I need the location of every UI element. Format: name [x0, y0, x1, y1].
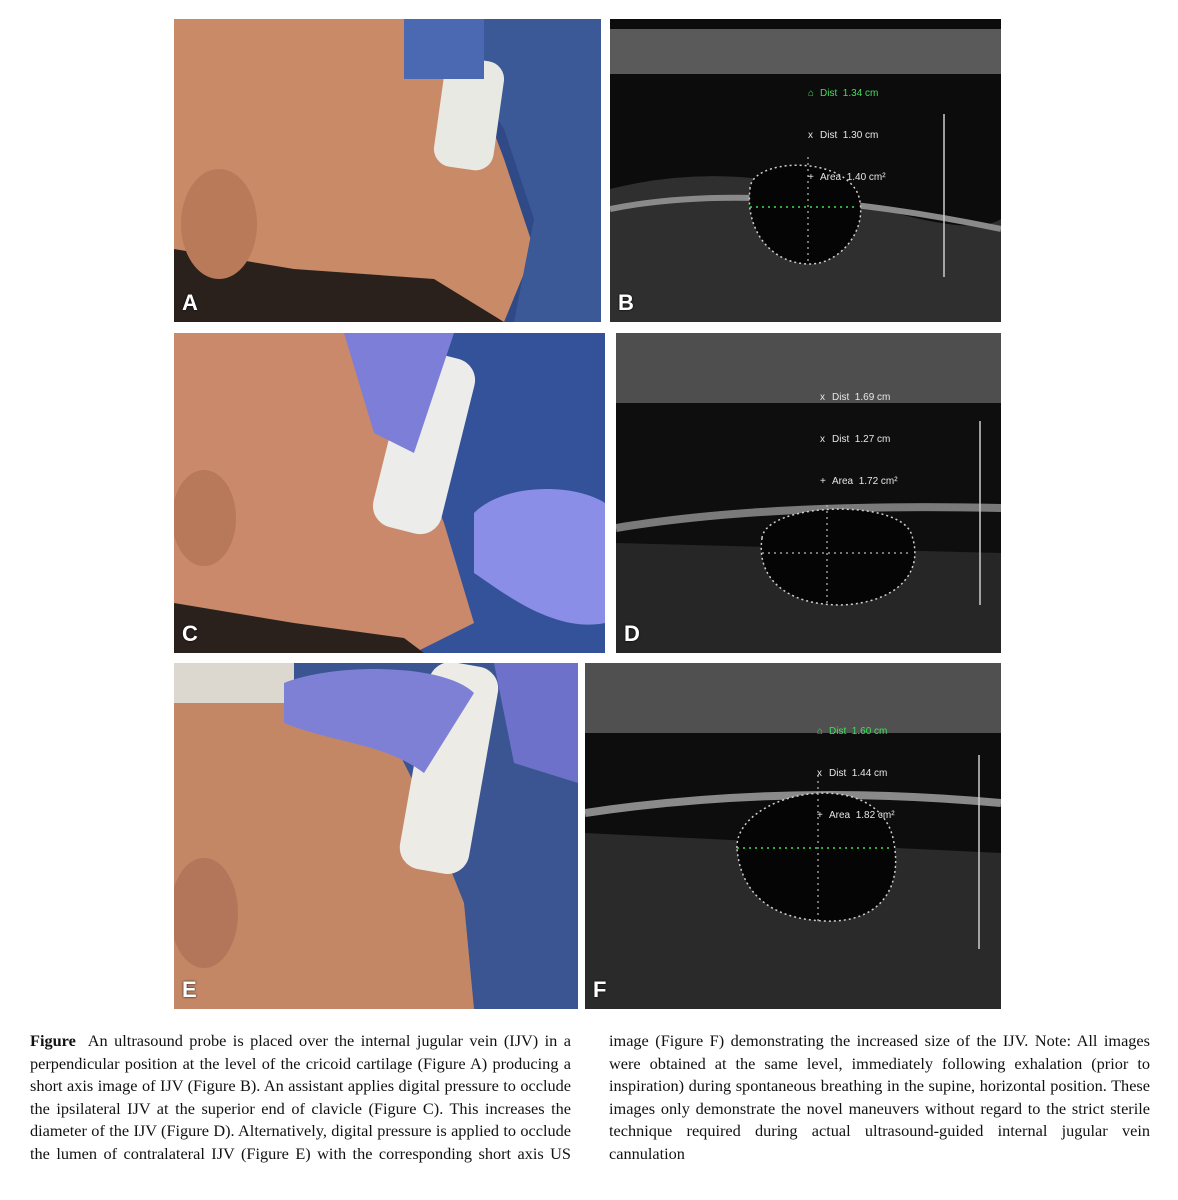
panel-c-photo [174, 333, 605, 653]
panel-letter: D [624, 621, 640, 646]
ultrasound-image-b [610, 19, 1001, 322]
caption-text: An ultrasound probe is placed over the internal jugular vein (IJV) in a perpendicular position at the level of the cricoid cartilage (Figure A) producing a short axis image of IJV (Figure B). An assistant applies digital pressure to occlude the ipsilateral IJV at the superior end of clavicle (Figure C). This increases the diameter of the IJV (Figure D). Alternatively, digital pressure is applied to occlude the lumen of contralateral IJV (Figure E) with the corresponding short axis US image (Figure F) demonstrating the increased size of the IJV. Note: All images were obtained at the same level, immediately following exhalation (prior to inspiration) during spontaneous breathing in the supine, horizontal position. These images only demonstrate the novel maneuvers without regard to the strict sterile technique required during actual ultrasound-guided internal jugular vein cannulation [30, 1031, 1150, 1163]
measurement-row: + Area 1.72 cm² [820, 476, 898, 487]
measurement-row: ⌂ Dist 1.60 cm [817, 726, 888, 737]
panel-letter: A [182, 290, 198, 315]
measurement-row: ⌂ Dist 1.34 cm [808, 88, 879, 99]
ultrasound-image-d [616, 333, 1001, 653]
neck-probe-photo-e [174, 663, 578, 1009]
caption-label: Figure [30, 1031, 76, 1050]
panel-a-photo [174, 19, 601, 322]
panel-f-ultrasound [585, 663, 1001, 1009]
figure-caption [30, 1030, 1150, 1166]
panel-letter: B [618, 290, 634, 315]
measurement-row: x Dist 1.69 cm [820, 392, 891, 403]
measurement-row: x Dist 1.44 cm [817, 768, 888, 779]
measurement-readout [820, 363, 898, 517]
panel-letter: C [182, 621, 198, 646]
measurement-readout [817, 697, 895, 851]
measurement-readout [808, 59, 886, 213]
panel-b-ultrasound [610, 19, 1001, 322]
measurement-row: x Dist 1.30 cm [808, 130, 879, 141]
neck-probe-photo-c [174, 333, 605, 653]
measurement-row: + Area 1.82 cm² [817, 810, 895, 821]
measurement-row: + Area 1.40 cm² [808, 172, 886, 183]
ultrasound-image-f [585, 663, 1001, 1009]
panel-letter: F [593, 977, 607, 1002]
panel-d-ultrasound [616, 333, 1001, 653]
measurement-row: x Dist 1.27 cm [820, 434, 891, 445]
panel-letter: E [182, 977, 197, 1002]
neck-probe-photo-a [174, 19, 601, 322]
panel-e-photo [174, 663, 578, 1009]
